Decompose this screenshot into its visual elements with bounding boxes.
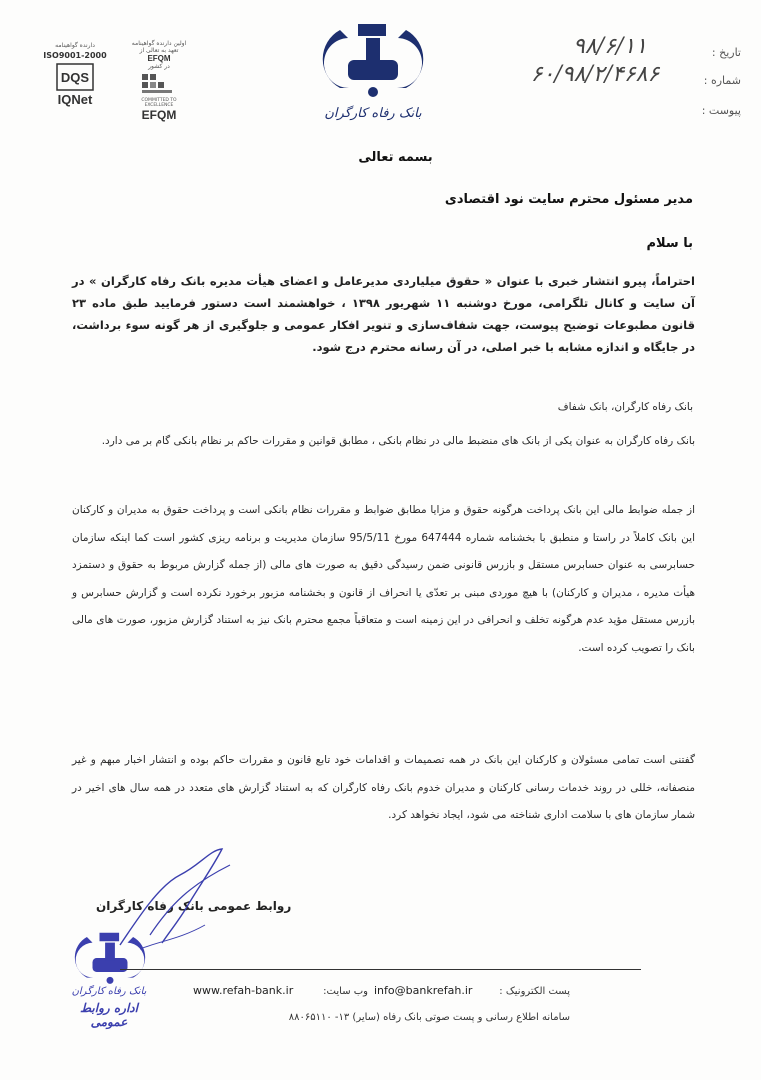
svg-text:DQS: DQS: [60, 70, 90, 85]
date-value: ۹۸/۶/۱۱: [573, 34, 647, 59]
bank-logo-text: بانک رفاه کارگران: [324, 106, 422, 121]
paragraph-3: گفتنی است تمامی مسئولان و کارکنان این بانک در همه تصمیمات و اقدامات خود تابع قانون و مقررات حاکم بوده و انتشار اخبار مبهم و غیر منصفانه، خللی در روند خدمات رسانی کارکنان و مدیران خدوم بانک رفاه کارگران که به استناد گزارش های متعدد در همه سال های اخیر در شمار سازمان های با سلامت اداری شناخته می شود، ایجاد نخواهد کرد.: [72, 754, 695, 821]
iso-certificate-logo: [40, 42, 110, 122]
efqm-committed: COMMITTED TO: [141, 98, 177, 103]
slogan: بانک رفاه کارگران، بانک شفاف: [557, 401, 693, 413]
date-label: تاریخ :: [711, 46, 741, 59]
greeting: با سلام: [646, 236, 693, 251]
email-link[interactable]: info@bankrefah.ir: [374, 984, 473, 997]
number-value: ۶۰/۹۸/۲/۴۶۸۶: [530, 62, 660, 87]
efqm-certificate-logo: [124, 40, 194, 124]
refah-bank-emblem-icon: [318, 20, 428, 100]
attachment-label: پیوست :: [701, 104, 741, 117]
iqnet-label: IQNet: [57, 92, 93, 107]
recipient: مدیر مسئول محترم سایت نود اقتصادی: [444, 192, 693, 207]
dqs-icon: [40, 62, 110, 92]
pr-stamp: [64, 930, 154, 1034]
cert-left-caption: دارنده گواهینامه: [55, 42, 95, 49]
website-label: وب سایت:: [323, 986, 368, 997]
cert-right-caption-3: در کشور: [148, 63, 170, 70]
efqm-bottom-label: EFQM: [141, 108, 177, 122]
website-link[interactable]: www.refah-bank.ir: [193, 984, 294, 997]
footer-divider: [120, 969, 641, 970]
cert-right-caption-1: اولین دارنده گواهینامه: [131, 40, 187, 47]
efqm-excellence: EXCELLENCE: [144, 103, 174, 108]
bank-logo: [318, 20, 428, 130]
efqm-top-label: EFQM: [147, 54, 171, 63]
paragraph-1: بانک رفاه کارگران به عنوان یکی از بانک های منضبط مالی در نظام بانکی ، مطابق قوانین و مقررات حاکم بر نظام بانکی گام بر می دارد.: [101, 435, 695, 447]
intro-paragraph: احتراماً، پیرو انتشار خبری با عنوان « حقوق میلیاردی مدیرعامل و اعضای هیأت مدیره بانک رفاه کارگران » در آن سایت و کانال تلگرامی، مورخ دوشنبه ۱۱ شهریور ۱۳۹۸ ، خواهشمند است دستور فرمایید طبق ماده ۲۳ قانون مطبوعات توضیح پیوست، جهت شفاف‌سازی و تنویر افکار عمومی و جلوگیری از هر گونه سوء برداشت، در جایگاه و اندازه مشابه با خبر اصلی، در آن رسانه محترم درج شود.: [72, 274, 695, 354]
stamp-line-2: اداره روابط عمومی: [80, 1001, 138, 1029]
info-line: سامانه اطلاع رسانی و پست صوتی بانک رفاه (سایر) ۱۳- ۸۸۰۶۵۱۱۰: [288, 1012, 570, 1023]
email-label: پست الکترونیک :: [499, 986, 570, 997]
stamp-emblem-icon: [70, 930, 150, 986]
cert-right-caption-2: تعهد به تعالی از: [139, 47, 179, 54]
stamp-line-1: بانک رفاه کارگران: [71, 986, 147, 997]
cert-left-code: ISO9001-2000: [43, 51, 107, 60]
signature-title: روابط عمومی بانک رفاه کارگران: [96, 899, 292, 913]
number-label: شماره :: [703, 74, 741, 87]
paragraph-2: از جمله ضوابط مالی این بانک پرداخت هرگونه حقوق و مزایا مطابق ضوابط و مقررات نظام بانکی است و پرداخت حقوق به مدیران و کارکنان این بانک کاملاً در راستا و منطبق با بخشنامه شماره 647444 مورخ 95/5/11 سازمان مدیریت و برنامه ریزی کشور است کما اینکه سازمان حسابرسی به عنوان حسابرس مستقل و بازرس قانونی ضمن رسیدگی دقیق به صورت های مالی (از جمله گزارش مربوط به حقوق و دستمزد هیأت مدیره ، مدیران و کارکنان) با هیچ موردی مبنی بر تعدّی یا انحراف از قانون و بخشنامه مزبور برخورد نکرده است و گزارش حسابرس و بازرس مستقل مؤید عدم هرگونه تخلف و انحرافی در این زمینه است و متعاقباً مجمع محترم بانک نیز به استناد گزارش مزبور، صورت های مالی بانک را تصویب کرده است.: [72, 504, 695, 654]
efqm-stars-icon: [124, 70, 194, 98]
basmala: بسمه تعالی: [358, 150, 433, 165]
